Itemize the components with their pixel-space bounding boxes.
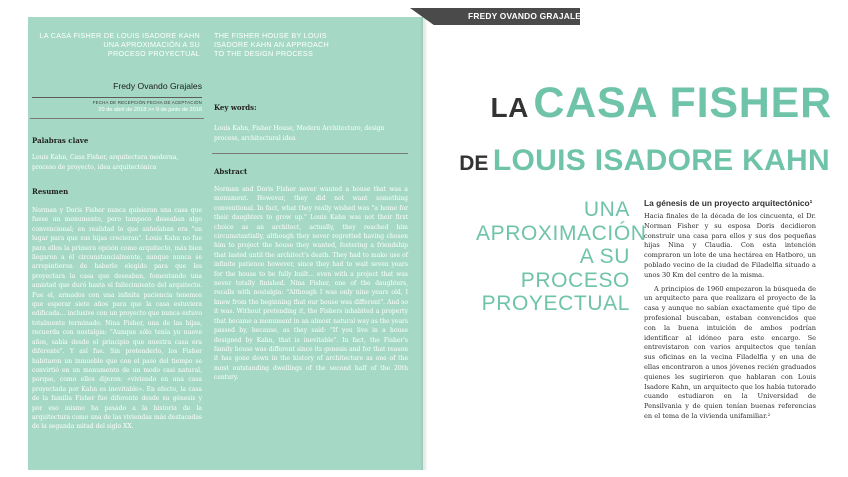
- running-header-author: FREDY OVANDO GRAJALES: [468, 11, 587, 21]
- keywords-es-heading: Palabras clave: [32, 136, 89, 145]
- main-title-name: CASA FISHER: [533, 79, 832, 127]
- section-heading: La génesis de un proyecto arquitectónico¹: [644, 198, 813, 208]
- abstract-heading: Abstract: [214, 167, 248, 176]
- keywords-es: Louis Kahn, Casa Fisher, arquitectura moderna, proceso de proyecto, idea arquitectónica: [32, 154, 179, 171]
- subtitle-line: UNA: [583, 198, 630, 221]
- title-en: [214, 31, 364, 58]
- paragraph: A principios de 1960 empezaron la búsqueda de un arquitecto para que realizara el proyecto de la casa y aunque no sabían exactamente qué tipo de profesional buscaban, estaban convencidos que con la buena intuición de ambos podrían identificar al idóneo para este encargo. Se entrevistaron con varios arquitectos que tenían sus oficinas en la vecina Filadelfia y en una de ellas encontraron a unos jóvenes recién graduados quienes les sugirieron que hablaran con Louis Isadore Kahn, un arquitecto que los había tutorado cuando estudiaron en la Universidad de Pensilvania y de quien tenían buenas referencias en el tema de la vivienda unifamiliar.²: [644, 284, 816, 420]
- body-text: [644, 212, 816, 422]
- subtitle-line: A SU PROCESO: [520, 245, 630, 292]
- title-en-line: THE FISHER HOUSE BY LOUIS: [214, 31, 327, 40]
- title-es-line: PROCESO PROYECTUAL: [107, 49, 200, 58]
- subtitle-line: PROYECTUAL: [481, 292, 630, 315]
- date-labels: FECHA DE RECEPCIÓN FECHA DE ACEPTACIÓN: [92, 100, 202, 105]
- keywords-en-heading: Key words:: [214, 103, 257, 112]
- paragraph: Hacia finales de la década de los cincuenta, el Dr. Norman Fisher y su esposa Doris decidieron construir una casa para ellos y sus dos pequeñas hijas Nina y Claudia. Con esta intención compraron un lote de una hectárea en Hatboro, un poblado vecino de la ciudad de Filadelfia situado a unos 30 Km del centro de la misma.: [644, 212, 816, 279]
- main-title-article: LA: [490, 92, 529, 123]
- main-title-preposition: DE: [459, 152, 489, 175]
- right-column-divider: [212, 153, 408, 154]
- title-es-line: UNA APROXIMACIÓN A SU: [103, 40, 200, 49]
- author-name: Fredy Ovando Grajales: [113, 81, 202, 91]
- main-title-line1: [490, 79, 832, 127]
- title-es-line: LA CASA FISHER DE LOUIS ISADORE KAHN: [39, 31, 200, 40]
- subtitle: [476, 198, 647, 316]
- subtitle-line: APROXIMACIÓN: [476, 221, 647, 245]
- title-en-line: ISADORE KAHN AN APPROACH: [214, 40, 330, 49]
- page-gutter: [420, 17, 428, 470]
- keywords-en: Louis Kahn, Fisher House, Modern Architecture, design process, architectural idea: [214, 125, 385, 142]
- left-column-divider: [30, 118, 204, 119]
- date-values: 20 de abril de 2018 >> 9 de junio de 2018: [98, 107, 202, 113]
- main-title-architect: LOUIS ISADORE KAHN: [492, 144, 830, 177]
- abstract-text: Norman and Doris Fisher never wanted a house that was a monument. However, they did not want something conventional. In fact, what they really wished was "a home for their daughters to grow up." Louis Kahn was not their first choice as an architect, actually, they reached him circumstantially, although they never regretted having chosen him to project the house they wanted, fostering a friendship that lasted until the architect's death. They had to make use of infinite patience however, since they had to wait seven years for the house to be fully built... even with a project that was never totally finished. Nina Fisher, one of the daughters, recalls with nostalgia: "Although I was only nine years old, I knew from the beginning that our house was different". And so it was. Without pretending it, the Fishers inhabited a property that became a monument in an almost natural way as the years passed by, because, as they said: "If you live in a house designed by Kahn, that is inevitable". In fact, the Fisher's family house was different since its genesis and for that reason it has gone down in the history of architecture as one of the most outstanding dwellings of the second half of the 20th century.: [214, 186, 408, 382]
- author-divider: [32, 97, 202, 98]
- resumen-heading: Resumen: [32, 187, 69, 196]
- main-title-line2: [459, 146, 830, 176]
- title-en-line: TO THE DESIGN PROCESS: [214, 49, 314, 58]
- resumen-text: Norman y Doris Fisher nunca quisieron una casa que fuese un monumento, pero tampoco deseaban algo convencional; en realidad lo que anhelaban era "un lugar para que sus hijas crecieran". Louis Kahn no fue para ellos la primera opción como arquitecto, más bien llegaron a él circunstancialmente, aunque nunca se arrepintieron de haberlo elegido para que les proyectara la casa que deseaban, fomentando una amistad que duró hasta el fallecimiento del arquitecto. Fue el, armados con una infinita paciencia tenemos que esperar siete años para que la casa estuviera edificada... inclusive con un proyecto que nunca estuvo totalmente terminado. Nina Fisher, una de las hijas, recuerda con nostalgia: "Aunque sólo tenía yo nueve años, sabía desde el principio que nuestra casa era diferente". Y así fue. Sin pretenderlo, los Fisher habitaron un inmueble que con el paso del tiempo se convirtió en un monumento de un modo casi natural, porque, como ellos dijeron: «viviendo en una casa proyectada por Kahn es inevitable». En efecto, la casa de la familia Fisher fue diferente desde su génesis y por eso mismo ha pasado a la historia de la arquitectura como una de las viviendas más destacadas de la segunda mitad del siglo XX.: [32, 207, 202, 431]
- title-es: [32, 31, 200, 58]
